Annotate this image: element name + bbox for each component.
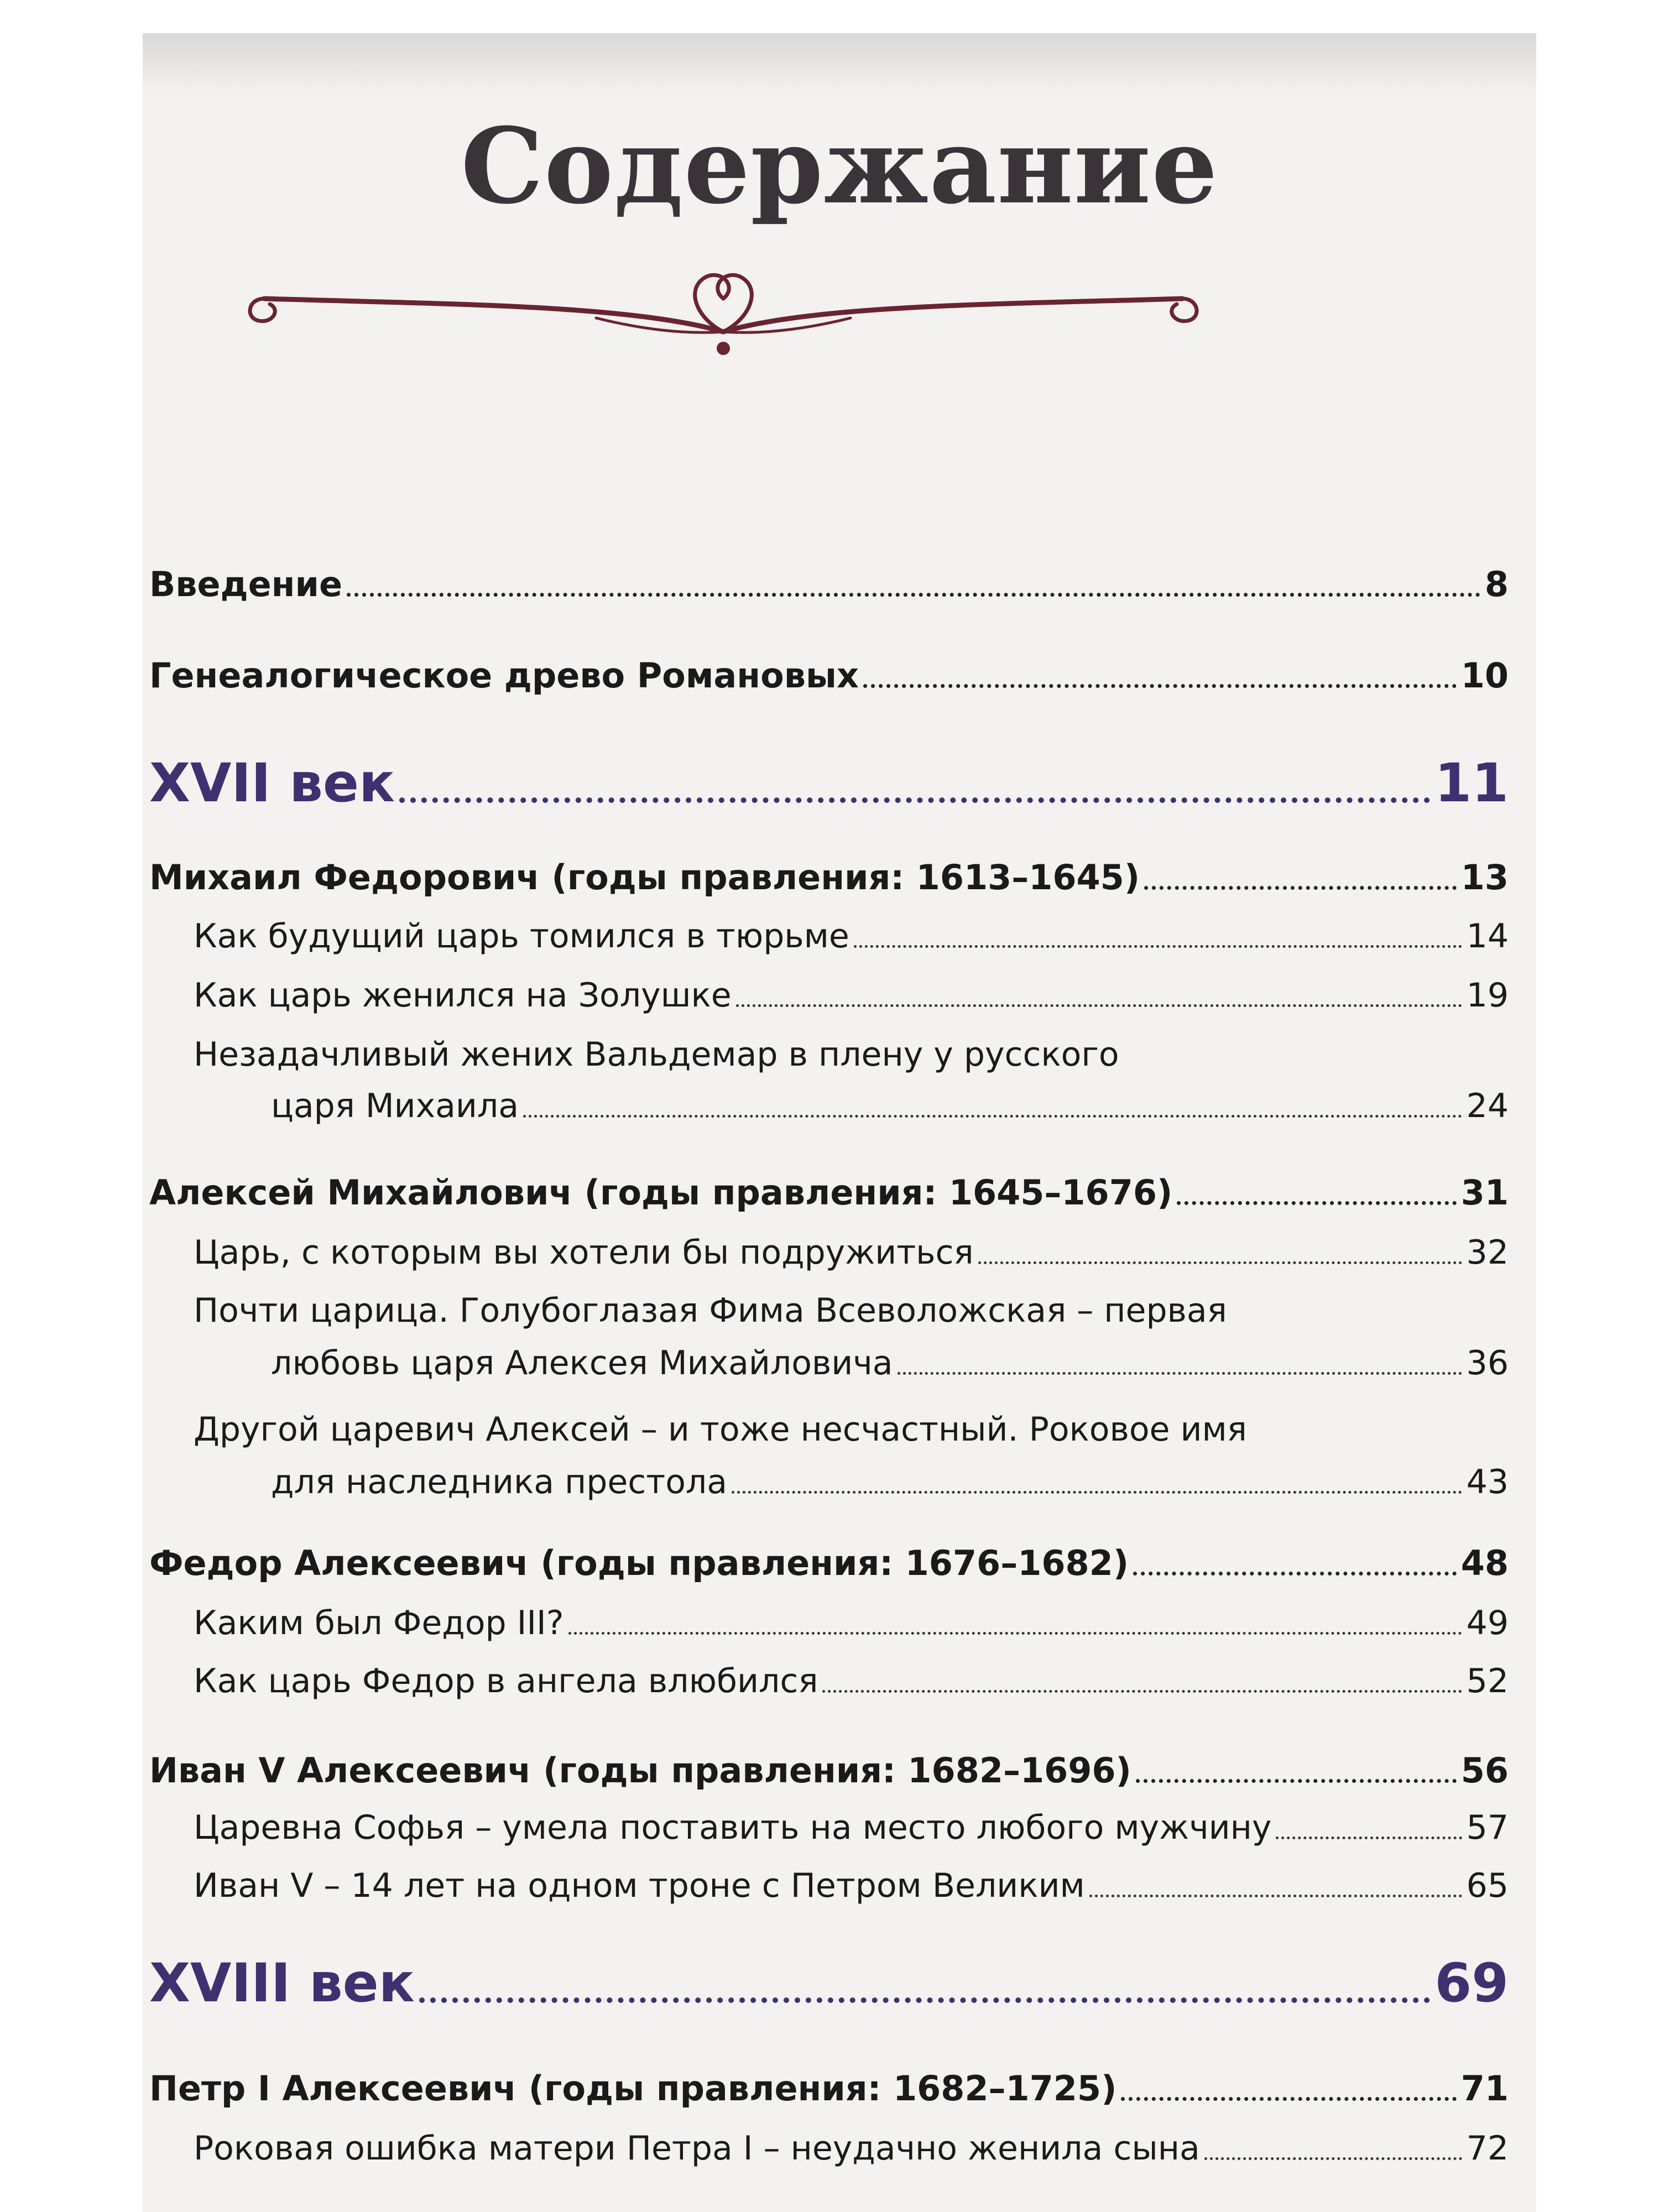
dot-leader [854, 945, 1462, 948]
toc-entry-label: Генеалогическое древо Романовых [149, 655, 859, 696]
dot-leader [347, 593, 1480, 597]
toc-entry-page: 24 [1466, 1087, 1509, 1125]
toc-entry-page: 13 [1460, 857, 1509, 898]
ornament-divider-icon [242, 265, 1204, 376]
toc-entry-page: 52 [1466, 1662, 1509, 1700]
dot-leader [1204, 2157, 1462, 2160]
book-page [143, 33, 1536, 2212]
toc-chapter-label-line1: Почти царица. Голубоглазая Фима Всеволожская – первая [194, 1291, 1227, 1330]
toc-entry-label: царя Михаила [271, 1087, 519, 1125]
toc-entry-label: Алексей Михайлович (годы правления: 1645–1676) [149, 1172, 1173, 1213]
toc-entry-label: Иван V Алексеевич (годы правления: 1682–1696) [149, 1750, 1131, 1791]
toc-chapter-entry[interactable] [194, 1604, 1509, 1642]
dot-leader [1121, 2097, 1456, 2101]
toc-reign-entry[interactable] [149, 1543, 1509, 1583]
dot-leader [863, 684, 1457, 688]
toc-entry-label: любовь царя Алексея Михайловича [271, 1344, 893, 1383]
toc-entry-label: Каким был Федор III? [194, 1604, 564, 1642]
toc-entry-page: 10 [1460, 655, 1509, 696]
toc-entry-label: Иван V – 14 лет на одном троне с Петром Великим [194, 1866, 1085, 1905]
toc-chapter-entry[interactable] [271, 1344, 1509, 1383]
page-top-shadow [143, 33, 1536, 94]
dot-leader [898, 1372, 1462, 1375]
toc-entry-label: Михаил Федорович (годы правления: 1613–1645) [149, 857, 1140, 898]
toc-reign-entry[interactable] [149, 857, 1509, 898]
dot-leader [736, 1004, 1462, 1007]
toc-entry-label: Как царь Федор в ангела влюбился [194, 1662, 818, 1700]
dot-leader [1089, 1895, 1462, 1897]
dot-leader [822, 1690, 1462, 1693]
toc-chapter-entry[interactable] [194, 1866, 1509, 1905]
dot-leader [523, 1115, 1462, 1118]
toc-chapter-entry[interactable] [194, 1808, 1509, 1847]
toc-entry-page: 49 [1466, 1604, 1509, 1642]
toc-entry-page: 71 [1460, 2068, 1509, 2109]
dot-leader [732, 1491, 1462, 1494]
toc-entry-label: для наследника престола [271, 1463, 728, 1501]
dot-leader [1133, 1572, 1457, 1575]
toc-entry-page: 65 [1466, 1866, 1509, 1905]
toc-chapter-entry[interactable] [194, 1233, 1509, 1272]
dot-leader [399, 797, 1430, 803]
toc-entry-page: 14 [1466, 917, 1509, 956]
toc-entry-label: Царь, с которым вы хотели бы подружиться [194, 1233, 974, 1272]
toc-century-heading[interactable] [149, 1952, 1509, 2014]
toc-entry-label: XVII век [149, 752, 395, 814]
toc-chapter-entry[interactable] [194, 976, 1509, 1015]
toc-reign-entry[interactable] [149, 1172, 1509, 1213]
toc-entry-page: 69 [1434, 1952, 1509, 2014]
toc-entry-label: Царевна Софья – умела поставить на место любого мужчину [194, 1808, 1272, 1847]
dot-leader [978, 1261, 1462, 1264]
dot-leader [1276, 1837, 1462, 1839]
page-title: Содержание [461, 105, 1218, 227]
toc-entry-page: 48 [1460, 1543, 1509, 1583]
toc-chapter-entry[interactable] [194, 2129, 1509, 2168]
toc-entry-label: Введение [149, 564, 342, 604]
dot-leader [419, 1997, 1431, 2003]
toc-chapter-entry[interactable] [194, 917, 1509, 956]
dot-leader [1136, 1779, 1457, 1783]
toc-chapter-entry[interactable] [271, 1087, 1509, 1125]
toc-entry-page: 43 [1466, 1463, 1509, 1501]
toc-entry[interactable] [149, 564, 1509, 604]
toc-chapter-entry[interactable] [271, 1463, 1509, 1501]
toc-entry-label: Как будущий царь томился в тюрьме [194, 917, 849, 956]
toc-entry-page: 57 [1466, 1808, 1509, 1847]
toc-entry-label: Как царь женился на Золушке [194, 976, 732, 1015]
toc-entry-label: Федор Алексеевич (годы правления: 1676–1682) [149, 1543, 1129, 1583]
toc-entry-page: 19 [1466, 976, 1509, 1015]
toc-entry-page: 36 [1466, 1344, 1509, 1383]
toc-entry[interactable] [149, 655, 1509, 696]
toc-chapter-label-line1: Незадачливый жених Вальдемар в плену у русского [194, 1035, 1119, 1074]
toc-chapter-label-line1: Другой царевич Алексей – и тоже несчастный. Роковое имя [194, 1410, 1247, 1449]
toc-entry-page: 31 [1460, 1172, 1509, 1213]
toc-entry-label: Роковая ошибка матери Петра I – неудачно женила сына [194, 2129, 1200, 2168]
toc-entry-page: 56 [1460, 1750, 1509, 1791]
toc-entry-page: 72 [1466, 2129, 1509, 2168]
toc-entry-label: XVIII век [149, 1952, 415, 2014]
toc-chapter-entry[interactable] [194, 1662, 1509, 1700]
dot-leader [1177, 1201, 1456, 1205]
toc-reign-entry[interactable] [149, 1750, 1509, 1791]
toc-century-heading[interactable] [149, 752, 1509, 814]
toc-entry-label: Петр I Алексеевич (годы правления: 1682–1725) [149, 2068, 1117, 2109]
toc-entry-page: 32 [1466, 1233, 1509, 1272]
dot-leader [568, 1632, 1462, 1635]
dot-leader [1144, 886, 1457, 890]
toc-entry-page: 11 [1434, 752, 1509, 814]
toc-entry-page: 8 [1484, 564, 1509, 604]
toc-reign-entry[interactable] [149, 2068, 1509, 2109]
